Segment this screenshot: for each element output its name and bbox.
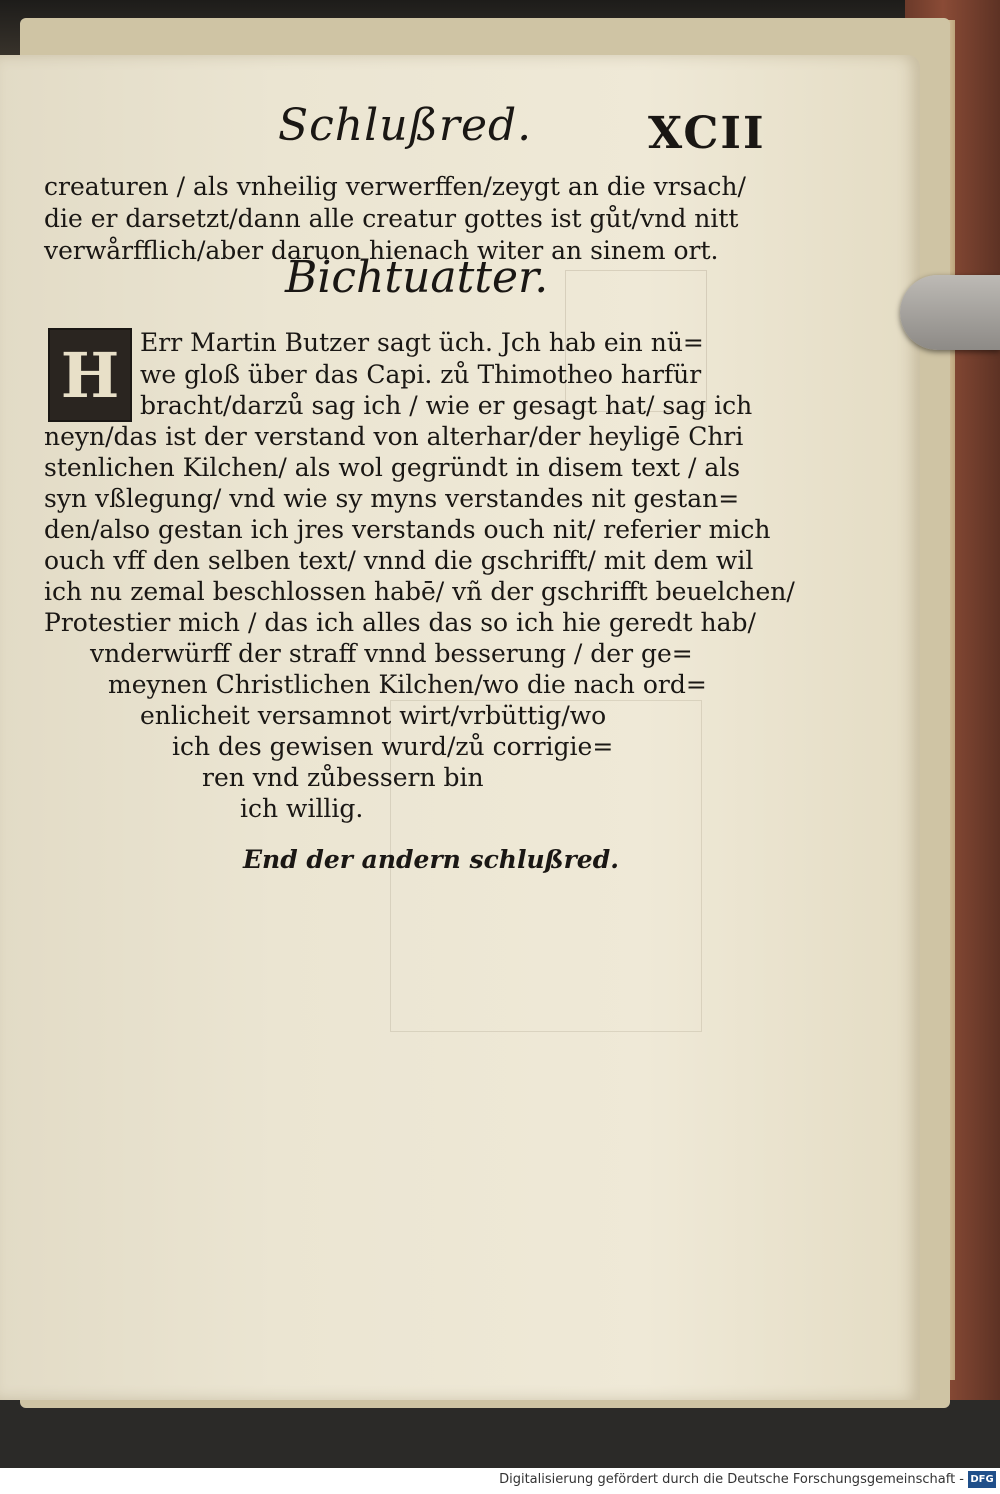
text-line: die er darsetzt/dann alle creatur gottes ist gůt/vnd nitt (44, 204, 739, 233)
text-line: ren vnd zůbessern bin (202, 763, 484, 792)
text-line: creaturen / als vnheilig verwerffen/zeygt an die vrsach/ (44, 172, 746, 201)
text-line: ich des gewisen wurd/zů corrigie= (172, 732, 614, 761)
text-line: meynen Christlichen Kilchen/wo die nach ord= (108, 670, 707, 699)
closing-line: End der andern schlußred. (243, 845, 619, 874)
footer-credit: Digitalisierung gefördert durch die Deutsche Forschungsgemeinschaft - (499, 1472, 964, 1487)
text-line: bracht/darzů sag ich / wie er gesagt hat/ sag ich (140, 391, 753, 420)
folio-number: XCII (648, 108, 766, 159)
text-line: vnderwürff der straff vnnd besserung / der ge= (90, 639, 693, 668)
text-line: Err Martin Butzer sagt üch. Jch hab ein nü= (140, 328, 704, 357)
text-line: syn vßlegung/ vnd wie sy myns verstandes nit gestan= (44, 484, 740, 513)
text-line: we gloß über das Capi. zů Thimotheo harfür (140, 360, 702, 389)
text-line: enlicheit versamnot wirt/vrbüttig/wo (140, 701, 607, 730)
section-heading: Bichtuatter. (285, 252, 549, 303)
text-line: Protestier mich / das ich alles das so ich hie geredt hab/ (44, 608, 756, 637)
bookmark-clip (900, 275, 1000, 350)
running-title: Schlußred. (278, 100, 533, 151)
text-line: stenlichen Kilchen/ als wol gegründt in disem text / als (44, 453, 741, 482)
footer-bar (0, 1468, 1000, 1494)
decorated-initial: H (48, 328, 132, 422)
text-line: ouch vff den selben text/ vnnd die gschrifft/ mit dem wil (44, 546, 754, 575)
text-line: neyn/das ist der verstand von alterhar/der heyligē Chri (44, 422, 744, 451)
text-line: ich willig. (240, 794, 364, 823)
text-line: verwårfflich/aber daruon hienach witer an sinem ort. (44, 236, 719, 265)
dfg-logo-icon: DFG (968, 1471, 996, 1488)
text-line: ich nu zemal beschlossen habē/ vñ der gschrifft beuelchen/ (44, 577, 795, 606)
text-line: den/also gestan ich jres verstands ouch nit/ referier mich (44, 515, 771, 544)
